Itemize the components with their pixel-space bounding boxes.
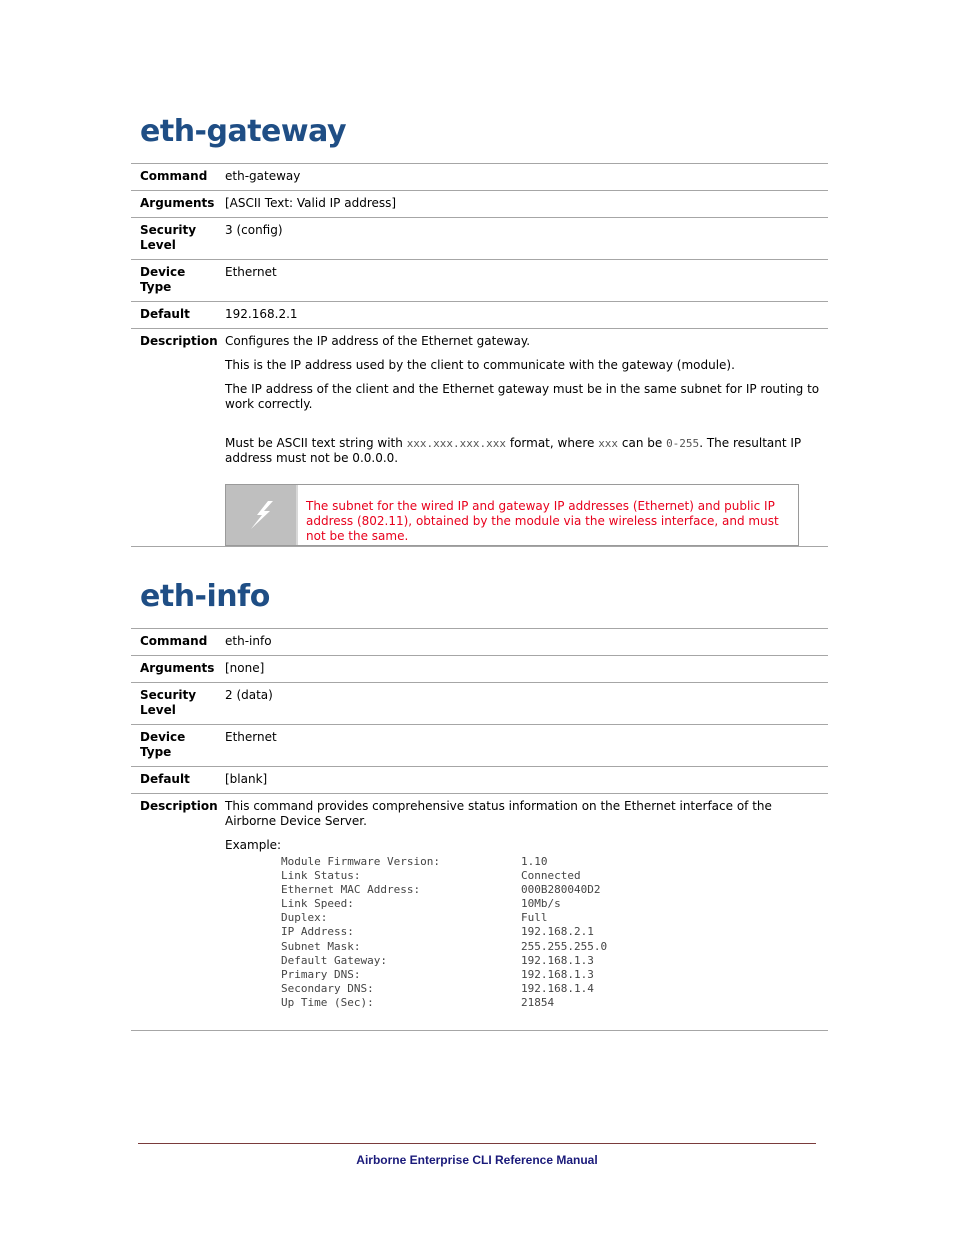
format-range: 0-255 <box>666 437 700 450</box>
example-key: Subnet Mask: <box>281 939 361 953</box>
description-cell <box>223 794 828 1031</box>
example-key: Up Time (Sec): <box>281 995 374 1009</box>
description-paragraph: This command provides comprehensive status information on the Ethernet interface of the Airborne Device Server. <box>225 799 772 828</box>
table-row <box>131 656 828 683</box>
example-value: 192.168.1.4 <box>521 981 594 995</box>
format-prefix: Must be ASCII text string with <box>225 436 407 450</box>
row-label: Description <box>131 329 223 547</box>
table-row <box>131 302 828 329</box>
row-label: Arguments <box>131 656 223 683</box>
table-row <box>131 725 828 767</box>
example-key: IP Address: <box>281 925 354 939</box>
row-label: Device Type <box>131 260 223 302</box>
row-label: Description <box>131 794 223 1031</box>
table-row <box>131 683 828 725</box>
description-cell <box>223 329 828 547</box>
row-value: [blank] <box>223 767 828 794</box>
example-value: 21854 <box>521 995 555 1009</box>
row-value: 192.168.2.1 <box>223 302 828 329</box>
table-row <box>131 164 828 191</box>
row-value: Ethernet <box>223 725 828 767</box>
example-value: 10Mb/s <box>521 897 561 911</box>
command-table-eth-gateway <box>131 163 828 547</box>
row-label: Default <box>131 767 223 794</box>
example-value: 255.255.255.0 <box>521 939 608 953</box>
example-value: 192.168.2.1 <box>521 925 594 939</box>
warning-text: The subnet for the wired IP and gateway IP addresses (Ethernet) and public IP address (802.11), obtained by the module via the wireless interface, and must not be the same. <box>296 485 798 545</box>
row-value: [none] <box>223 656 828 683</box>
example-key: Default Gateway: <box>281 953 387 967</box>
example-label: Example: <box>225 838 282 852</box>
row-value: 3 (config) <box>223 218 828 260</box>
row-value: eth-info <box>223 629 828 656</box>
example-key: Ethernet MAC Address: <box>281 883 421 897</box>
footer-title: Airborne Enterprise CLI Reference Manual <box>356 1153 598 1167</box>
format-suffix: . The resultant IP address must not be 0.0.0.0. <box>225 436 802 465</box>
description-paragraph: Configures the IP address of the Ethernet gateway. <box>225 334 531 348</box>
example-value: Full <box>521 911 548 925</box>
example-value: 192.168.1.3 <box>521 953 594 967</box>
example-value: 1.10 <box>521 855 548 868</box>
example-key: Module Firmware Version: <box>281 855 440 868</box>
command-table-eth-info <box>131 628 828 1031</box>
table-row <box>131 260 828 302</box>
row-label: Device Type <box>131 725 223 767</box>
table-row <box>131 767 828 794</box>
section-title-eth-info: eth-info <box>140 579 270 614</box>
example-key: Link Speed: <box>281 897 354 911</box>
example-key: Secondary DNS: <box>281 981 374 995</box>
format-pattern: xxx.xxx.xxx.xxx <box>406 437 507 450</box>
table-row <box>131 794 828 1031</box>
description-paragraph: The IP address of the client and the Ethernet gateway must be in the same subnet for IP routing to work correctly. <box>225 382 820 411</box>
row-value: Ethernet <box>223 260 828 302</box>
table-row <box>131 191 828 218</box>
footer-divider <box>138 1143 816 1144</box>
example-value: 000B280040D2 <box>521 883 601 897</box>
row-label: Arguments <box>131 191 223 218</box>
example-key: Link Status: <box>281 869 361 883</box>
example-value: 192.168.1.3 <box>521 967 594 981</box>
section-title-eth-gateway: eth-gateway <box>140 114 346 149</box>
table-row <box>131 629 828 656</box>
table-row <box>131 218 828 260</box>
row-label: Command <box>131 629 223 656</box>
format-can-be: can be <box>618 436 667 450</box>
format-var: xxx <box>598 437 619 450</box>
row-label: Security Level <box>131 218 223 260</box>
row-value: eth-gateway <box>223 164 828 191</box>
format-note <box>225 436 820 466</box>
example-key: Primary DNS: <box>281 967 361 981</box>
format-middle: format, where <box>506 436 599 450</box>
lightning-bolt-icon <box>226 485 296 545</box>
row-label: Security Level <box>131 683 223 725</box>
row-label: Default <box>131 302 223 329</box>
description-paragraph: This is the IP address used by the client to communicate with the gateway (module). <box>225 358 735 372</box>
example-value: Connected <box>521 869 581 883</box>
example-output <box>281 855 820 1010</box>
row-label: Command <box>131 164 223 191</box>
row-value: 2 (data) <box>223 683 828 725</box>
row-value: [ASCII Text: Valid IP address] <box>223 191 828 218</box>
table-row <box>131 329 828 547</box>
warning-note <box>225 484 799 546</box>
example-key: Duplex: <box>281 911 328 925</box>
